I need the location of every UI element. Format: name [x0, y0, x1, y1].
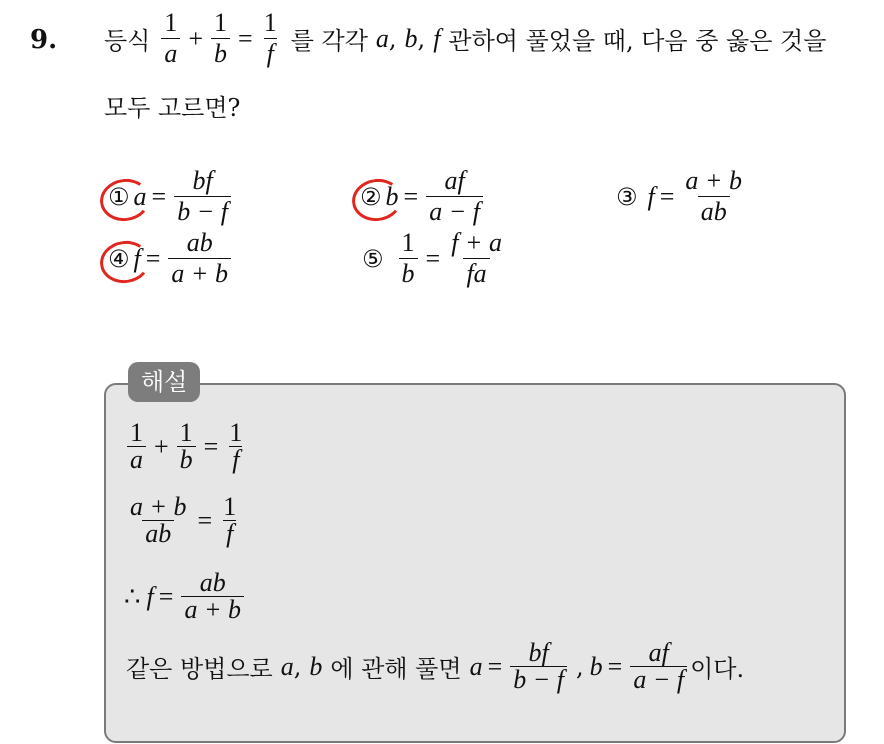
- choice-2: ② b = $\frac{af}{a - f}$: [360, 166, 486, 227]
- var-b: b: [404, 23, 418, 53]
- var-f: f: [433, 23, 441, 53]
- solution-step-3: ∴ f = $\frac{ab}{a + b}$: [124, 570, 247, 623]
- question-line-1: 등식 $\frac{1}{a}$ + $\frac{1}{b}$ = $\frac{1}{f}$ 를 각각 a , b , f 관하여 풀었을 때, 다음 중 옳은 것을: [104, 8, 827, 68]
- solution-step-2: $\frac{a + b}{ab}$ = $\frac{1}{f}$: [130, 492, 237, 548]
- choice-1: ① a = $\frac{bf}{b - f}$: [108, 166, 234, 227]
- choice-4: ④ f = $\frac{ab}{a + b}$: [108, 228, 234, 289]
- var-a: a: [375, 23, 389, 53]
- solution-badge: 해설: [128, 362, 200, 402]
- question-mid-text: 를 각각: [290, 27, 368, 55]
- question-tail: 관하여 풀었을 때, 다음 중 옳은 것을: [448, 27, 827, 55]
- eq-frac-1-over-f: $\frac{1}{f}$: [263, 8, 277, 68]
- eq-frac-1-over-a: $\frac{1}{a}$: [161, 8, 180, 69]
- choice-5: ⑤ $\frac{1}{b}$ = $\frac{f + a}{fa}$: [362, 228, 502, 288]
- solution-final-line: 같은 방법으로 a , b 에 관해 풀면 a = $\frac{bf}{b - f}$ , b = $\frac{af}{a - f}$ 이다.: [126, 638, 745, 694]
- answer-mark-4: [97, 237, 152, 286]
- question-intro: 등식: [104, 27, 151, 55]
- eq-frac-1-over-b: $\frac{1}{b}$: [211, 8, 230, 69]
- choice-3: ③ f = $\frac{a + b}{ab}$: [616, 166, 742, 226]
- question-number: 9.: [30, 25, 58, 55]
- solution-step-1: $\frac{1}{a}$ + $\frac{1}{b}$ = $\frac{1}{f}$: [124, 420, 248, 473]
- question-line-2: 모두 고르면?: [104, 94, 241, 122]
